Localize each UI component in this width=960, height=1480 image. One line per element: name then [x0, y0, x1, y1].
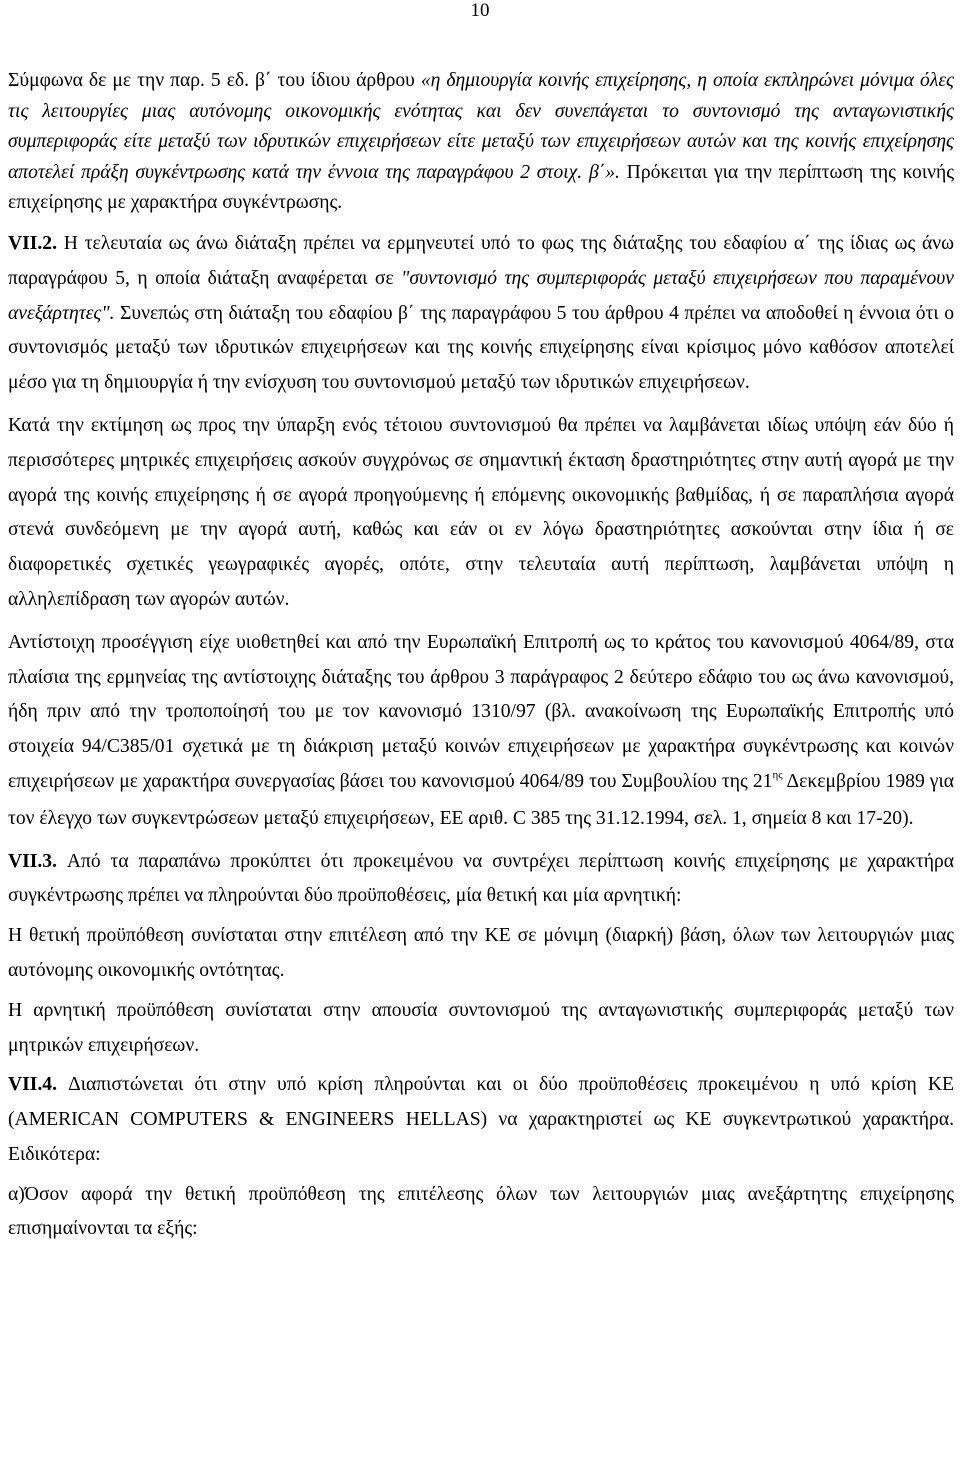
paragraph-vii-4 [8, 1068, 954, 1172]
paragraph-text: Διαπιστώνεται ότι στην υπό κρίση πληρούνται και οι δύο προϋποθέσεις προκειμένου η υπό κρίση ΚΕ (AMERICAN COMPUTERS & ENGINEERS HELLAS) να χαρακτηριστεί ως ΚΕ συγκεντρωτικού χαρακτήρα. Ειδικότερα: [8, 1074, 954, 1165]
paragraph-commission-approach [8, 626, 954, 837]
page-number: 10 [470, 0, 490, 21]
paragraph-coordination-assessment: Κατά την εκτίμηση ως προς την ύπαρξη ενός τέτοιου συντονισμού θα πρέπει να λαμβάνεται ιδίως υπόψη εάν δύο ή περισσότερες μητρικές επιχειρήσεις ασκούν συγχρόνως σε σημαντική έκταση δραστηριότητες στην αυτή αγορά με την αγορά της κοινής επιχείρησης ή σε αγορά προηγούμενης ή επόμενης οικονομικής βαθμίδας, ή σε παραπλήσια αγορά στενά συνδεόμενη με την αγορά αυτή, καθώς και εάν οι εν λόγω δραστηριότητες ασκούνται στην ίδια ή σε διαφορετικές σχετικές γεωγραφικές αγορές, οπότε, στην τελευταία αυτή περίπτωση, λαμβάνεται υπόψη η αλληλεπίδραση των αγορών αυτών. [8, 414, 954, 610]
paragraph-positive-condition: Η θετική προϋπόθεση συνίσταται στην επιτέλεση από την ΚΕ σε μόνιμη (διαρκή) βάση, όλων των λειτουργιών μιας αυτόνομης οικονομικής οντότητας. [8, 925, 954, 981]
section-heading: VII.4. [8, 1074, 57, 1096]
paragraph-negative-condition: Η αρνητική προϋπόθεση συνίσταται στην απουσία συντονισμού της ανταγωνιστικής συμπεριφοράς μεταξύ των μητρικών επιχειρήσεων. [8, 999, 954, 1056]
paragraph-text: Πρόκειται για την περίπτωση της κοινής επιχείρησης με χαρακτήρα συγκέντρωσης. [8, 161, 954, 214]
document-body [8, 66, 954, 1247]
paragraph-vii-2 [8, 227, 954, 401]
section-heading: VII.3. [8, 850, 57, 872]
quoted-provision: «η δημιουργία κοινής επιχείρησης, η οποία εκπληρώνει μόνιμα όλες τις λειτουργίες μιας αυτόνομης οικονομικής ενότητας και δεν συνεπάγεται το συντονισμό της ανταγωνιστικής συμπεριφοράς είτε μεταξύ των ιδρυτικών επιχειρήσεων είτε μεταξύ των επιχειρήσεων αυτών και της κοινής επιχείρησης αποτελεί πράξη συγκέντρωσης κατά την έννοια της παραγράφου 2 στοιχ. β΄». [8, 70, 954, 183]
paragraph-joint-venture-definition [8, 66, 954, 219]
paragraph-text: Συνεπώς στη διάταξη του εδαφίου β΄ της παραγράφου 5 του άρθρου 4 πρέπει να αποδοθεί η έννοια ότι ο συντονισμός μεταξύ των ιδρυτικών επιχειρήσεων και της κοινής επιχείρησης είναι κρίσιμος μόνο καθόσον αποτελεί μέσο για τη δημιουργία ή την ενίσχυση του συντονισμού μεταξύ των ιδρυτικών επιχειρήσεων. [8, 302, 954, 394]
paragraph-positive-condition-details: α)Όσον αφορά την θετική προϋπόθεση της επιτέλεσης όλων των λειτουργιών μιας ανεξάρτητης επιχείρησης επισημαίνονται τα εξής: [8, 1183, 954, 1240]
paragraph-vii-3 [8, 845, 954, 915]
superscript: ης [772, 768, 783, 781]
paragraph-text: Δεκεμβρίου 1989 για τον έλεγχο των συγκεντρώσεων μεταξύ επιχειρήσεων, ΕΕ αριθ. C 385 της 31.12.1994, σελ. 1, σημεία 8 και 17-20). [8, 770, 955, 829]
paragraph-text: Αντίστοιχη προσέγγιση είχε υιοθετηθεί και από την Ευρωπαϊκή Επιτροπή ως το κράτος του κανονισμού 4064/89, στα πλαίσια της ερμηνείας της αντίστοιχης διάταξης του άρθρου 3 παράγραφος 2 δεύτερο εδάφιο του ως άνω κανονισμού, ήδη πριν από την τροποποίησή του με τον κανονισμό 1310/97 (βλ. ανακοίνωση της Ευρωπαϊκής Επιτροπής υπό στοιχεία 94/C385/01 σχετικά με τη διάκριση μεταξύ κοινών επιχειρήσεων με χαρακτήρα συγκέντρωσης και κοινών επιχειρήσεων με χαρακτήρα συνεργασίας βάσει του κανονισμού 4064/89 του Συμβουλίου της 21 [8, 631, 954, 792]
section-heading: VII.2. [8, 232, 57, 254]
paragraph-text: Η τελευταία ως άνω διάταξη πρέπει να ερμηνευτεί υπό το φως της διάταξης του εδαφίου α΄ της ίδιας ως άνω παραγράφου 5, η οποία διάταξη αναφέρεται σε [8, 232, 954, 289]
paragraph-text: Από τα παραπάνω προκύπτει ότι προκειμένου να συντρέχει περίπτωση κοινής επιχείρησης με χαρακτήρα συγκέντρωσης πρέπει να πληρούνται δύο προϋποθέσεις, μία θετική και μία αρνητική: [8, 850, 954, 907]
paragraph-text: Σύμφωνα δε με την παρ. 5 εδ. β΄ του ίδιου άρθρου [8, 70, 421, 91]
quoted-provision: "συντονισμό της συμπεριφοράς μεταξύ επιχειρήσεων που παραμένουν ανεξάρτητες". [8, 267, 954, 324]
